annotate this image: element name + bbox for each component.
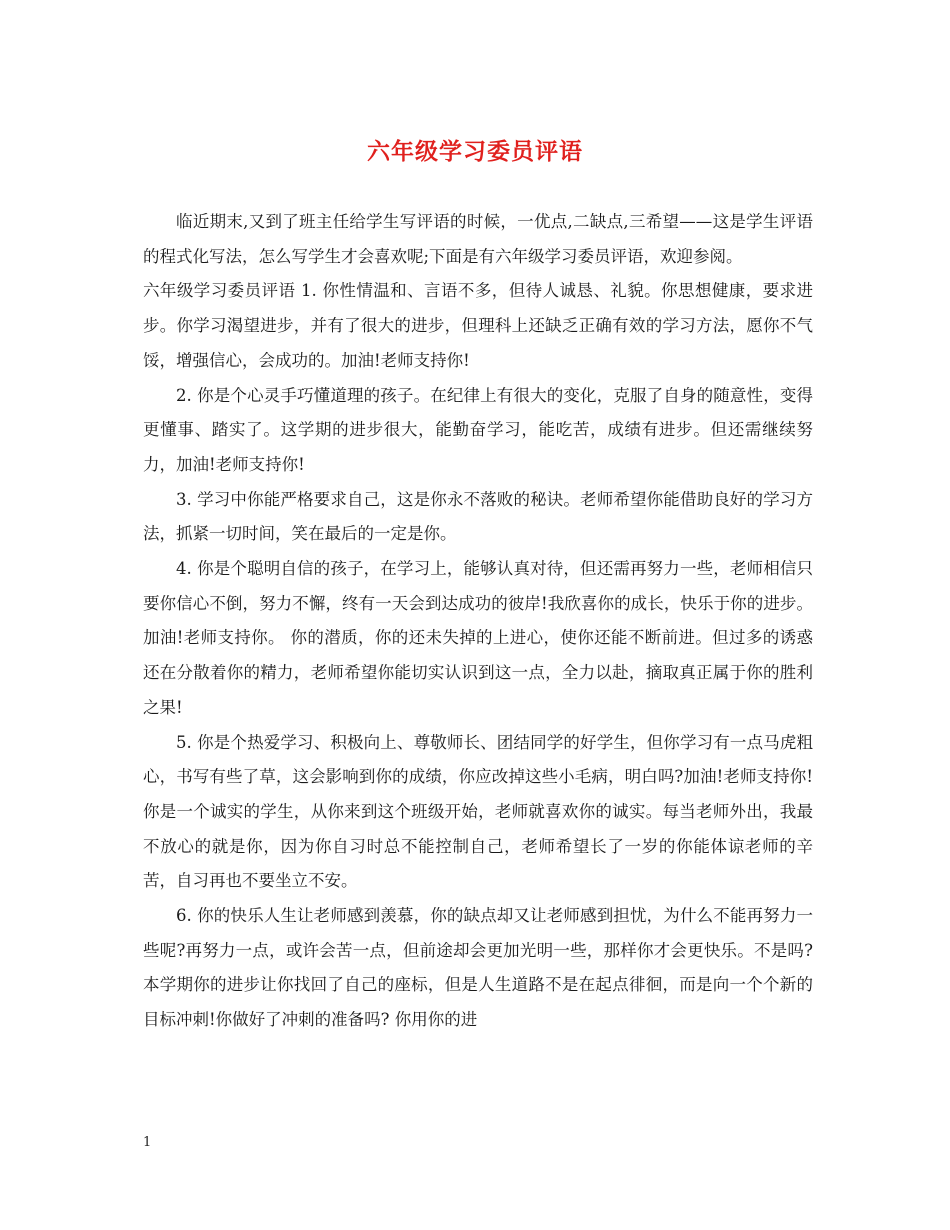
paragraph-comment-5: 5. 你是个热爱学习、积极向上、尊敬师长、团结同学的好学生，但你学习有一点马虎粗心，书写有些了草，这会影响到你的成绩，你应改掉这些小毛病，明白吗?加油!老师支持你! 你是一个诚实的学生，从你来到这个班级开始，老师就喜欢你的诚实。每当老师外出，我最不放心的就是你，因为你自习时总不能控制自己，老师希望长了一岁的你能体谅老师的辛苦，自习再也不要坐立不安。 — [143, 732, 813, 891]
paragraph-comment-3: 3. 学习中你能严格要求自己，这是你永不落败的秘诀。老师希望你能借助良好的学习方法，抓紧一切时间，笑在最后的一定是你。 — [143, 489, 813, 544]
paragraph-comment-4: 4. 你是个聪明自信的孩子，在学习上，能够认真对待，但还需再努力一些，老师相信只要你信心不倒，努力不懈，终有一天会到达成功的彼岸!我欣喜你的成长，快乐于你的进步。加油!老师支持你。 你的潜质，你的还未失掉的上进心，使你还能不断前进。但过多的诱惑还在分散着你的精力，老师希望你能切实认识到这一点，全力以赴，摘取真正属于你的胜利之果! — [143, 559, 813, 717]
page-number: 1 — [143, 1135, 152, 1150]
paragraph-comment-2: 2. 你是个心灵手巧懂道理的孩子。在纪律上有很大的变化，克服了自身的随意性，变得更懂事、踏实了。这学期的进步很大，能勤奋学习，能吃苦，成绩有进步。但还需继续努力，加油!老师支持你! — [143, 385, 813, 474]
paragraph-intro: 临近期末,又到了班主任给学生写评语的时候，一优点,二缺点,三希望——这是学生评语的程式化写法，怎么写学生才会喜欢呢;下面是有六年级学习委员评语，欢迎参阅。 — [143, 212, 813, 266]
paragraph-comment-1: 六年级学习委员评语 1. 你性情温和、言语不多，但待人诚恳、礼貌。你思想健康，要求进步。你学习渴望进步，并有了很大的进步，但理科上还缺乏正确有效的学习方法，愿你不气馁，增强信心，会成功的。加油!老师支持你! — [143, 281, 813, 370]
document-title: 六年级学习委员评语 — [367, 138, 583, 165]
document-body — [143, 205, 813, 1038]
paragraph-comment-6: 6. 你的快乐人生让老师感到羡慕，你的缺点却又让老师感到担忧，为什么不能再努力一些呢?再努力一点，或许会苦一点，但前途却会更加光明一些，那样你才会更快乐。不是吗? 本学期你的进步让你找回了自己的座标，但是人生道路不是在起点徘徊，而是向一个个新的目标冲刺!你做好了冲刺的准备吗? 你用你的进 — [143, 906, 813, 1030]
